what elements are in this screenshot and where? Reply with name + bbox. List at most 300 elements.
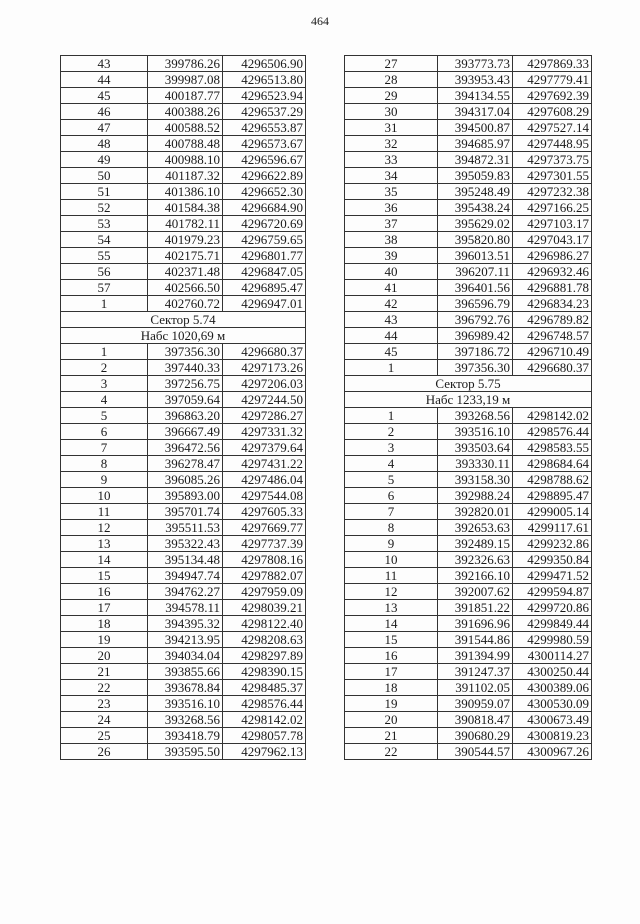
x-coordinate: 394317.04 bbox=[438, 104, 513, 120]
table-row bbox=[61, 280, 306, 296]
point-number: 7 bbox=[61, 440, 148, 456]
table-row bbox=[61, 200, 306, 216]
table-row bbox=[61, 536, 306, 552]
table-row bbox=[345, 312, 592, 328]
x-coordinate: 394134.55 bbox=[438, 88, 513, 104]
section-header: Набс 1233,19 м bbox=[345, 392, 592, 408]
x-coordinate: 392988.24 bbox=[438, 488, 513, 504]
x-coordinate: 397356.30 bbox=[148, 344, 223, 360]
y-coordinate: 4299720.86 bbox=[513, 600, 592, 616]
point-number: 22 bbox=[345, 744, 438, 760]
x-coordinate: 392489.15 bbox=[438, 536, 513, 552]
y-coordinate: 4297486.04 bbox=[223, 472, 306, 488]
y-coordinate: 4296947.01 bbox=[223, 296, 306, 312]
x-coordinate: 392166.10 bbox=[438, 568, 513, 584]
y-coordinate: 4298390.15 bbox=[223, 664, 306, 680]
point-number: 29 bbox=[345, 88, 438, 104]
section-header: Сектор 5.74 bbox=[61, 312, 306, 328]
table-row bbox=[61, 584, 306, 600]
table-row bbox=[345, 728, 592, 744]
table-row bbox=[345, 424, 592, 440]
x-coordinate: 397059.64 bbox=[148, 392, 223, 408]
point-number: 21 bbox=[61, 664, 148, 680]
point-number: 5 bbox=[61, 408, 148, 424]
x-coordinate: 391544.86 bbox=[438, 632, 513, 648]
table-row bbox=[345, 440, 592, 456]
y-coordinate: 4297605.33 bbox=[223, 504, 306, 520]
y-coordinate: 4296932.46 bbox=[513, 264, 592, 280]
x-coordinate: 402175.71 bbox=[148, 248, 223, 264]
point-number: 1 bbox=[345, 408, 438, 424]
point-number: 45 bbox=[345, 344, 438, 360]
y-coordinate: 4297692.39 bbox=[513, 88, 592, 104]
point-number: 18 bbox=[345, 680, 438, 696]
table-row bbox=[61, 360, 306, 376]
point-number: 50 bbox=[61, 168, 148, 184]
y-coordinate: 4296622.89 bbox=[223, 168, 306, 184]
table-row bbox=[61, 632, 306, 648]
table-row bbox=[345, 344, 592, 360]
table-row bbox=[61, 56, 306, 72]
x-coordinate: 392007.62 bbox=[438, 584, 513, 600]
section-header-row bbox=[345, 376, 592, 392]
x-coordinate: 395701.74 bbox=[148, 504, 223, 520]
x-coordinate: 401584.38 bbox=[148, 200, 223, 216]
y-coordinate: 4296834.23 bbox=[513, 296, 592, 312]
x-coordinate: 395134.48 bbox=[148, 552, 223, 568]
x-coordinate: 395059.83 bbox=[438, 168, 513, 184]
table-row bbox=[345, 504, 592, 520]
y-coordinate: 4296710.49 bbox=[513, 344, 592, 360]
y-coordinate: 4296789.82 bbox=[513, 312, 592, 328]
y-coordinate: 4297103.17 bbox=[513, 216, 592, 232]
table-row bbox=[345, 408, 592, 424]
point-number: 10 bbox=[345, 552, 438, 568]
x-coordinate: 391247.37 bbox=[438, 664, 513, 680]
table-row bbox=[345, 232, 592, 248]
y-coordinate: 4296652.30 bbox=[223, 184, 306, 200]
x-coordinate: 396596.79 bbox=[438, 296, 513, 312]
x-coordinate: 390544.57 bbox=[438, 744, 513, 760]
point-number: 55 bbox=[61, 248, 148, 264]
point-number: 10 bbox=[61, 488, 148, 504]
x-coordinate: 393595.50 bbox=[148, 744, 223, 760]
point-number: 15 bbox=[61, 568, 148, 584]
table-row bbox=[345, 520, 592, 536]
x-coordinate: 396085.26 bbox=[148, 472, 223, 488]
point-number: 1 bbox=[61, 344, 148, 360]
y-coordinate: 4297331.32 bbox=[223, 424, 306, 440]
y-coordinate: 4297669.77 bbox=[223, 520, 306, 536]
x-coordinate: 391696.96 bbox=[438, 616, 513, 632]
point-number: 16 bbox=[61, 584, 148, 600]
x-coordinate: 393268.56 bbox=[148, 712, 223, 728]
y-coordinate: 4297737.39 bbox=[223, 536, 306, 552]
table-row bbox=[345, 184, 592, 200]
y-coordinate: 4297959.09 bbox=[223, 584, 306, 600]
point-number: 17 bbox=[345, 664, 438, 680]
y-coordinate: 4299849.44 bbox=[513, 616, 592, 632]
x-coordinate: 395629.02 bbox=[438, 216, 513, 232]
y-coordinate: 4297206.03 bbox=[223, 376, 306, 392]
x-coordinate: 393855.66 bbox=[148, 664, 223, 680]
point-number: 49 bbox=[61, 152, 148, 168]
y-coordinate: 4296680.37 bbox=[513, 360, 592, 376]
table-row bbox=[345, 168, 592, 184]
table-row bbox=[61, 424, 306, 440]
point-number: 18 bbox=[61, 616, 148, 632]
table-row bbox=[61, 616, 306, 632]
x-coordinate: 393516.10 bbox=[148, 696, 223, 712]
point-number: 12 bbox=[345, 584, 438, 600]
x-coordinate: 394685.97 bbox=[438, 136, 513, 152]
point-number: 7 bbox=[345, 504, 438, 520]
point-number: 34 bbox=[345, 168, 438, 184]
y-coordinate: 4296680.37 bbox=[223, 344, 306, 360]
point-number: 23 bbox=[61, 696, 148, 712]
point-number: 26 bbox=[61, 744, 148, 760]
y-coordinate: 4297173.26 bbox=[223, 360, 306, 376]
x-coordinate: 393516.10 bbox=[438, 424, 513, 440]
y-coordinate: 4296759.65 bbox=[223, 232, 306, 248]
table-row bbox=[345, 136, 592, 152]
point-number: 11 bbox=[345, 568, 438, 584]
x-coordinate: 393953.43 bbox=[438, 72, 513, 88]
x-coordinate: 400788.48 bbox=[148, 136, 223, 152]
y-coordinate: 4298142.02 bbox=[513, 408, 592, 424]
x-coordinate: 395511.53 bbox=[148, 520, 223, 536]
table-row bbox=[61, 552, 306, 568]
x-coordinate: 393773.73 bbox=[438, 56, 513, 72]
point-number: 37 bbox=[345, 216, 438, 232]
point-number: 32 bbox=[345, 136, 438, 152]
point-number: 14 bbox=[61, 552, 148, 568]
x-coordinate: 397256.75 bbox=[148, 376, 223, 392]
y-coordinate: 4297431.22 bbox=[223, 456, 306, 472]
x-coordinate: 393268.56 bbox=[438, 408, 513, 424]
table-row bbox=[61, 520, 306, 536]
x-coordinate: 394947.74 bbox=[148, 568, 223, 584]
point-number: 15 bbox=[345, 632, 438, 648]
y-coordinate: 4296506.90 bbox=[223, 56, 306, 72]
y-coordinate: 4297301.55 bbox=[513, 168, 592, 184]
y-coordinate: 4298297.89 bbox=[223, 648, 306, 664]
point-number: 24 bbox=[61, 712, 148, 728]
x-coordinate: 395248.49 bbox=[438, 184, 513, 200]
y-coordinate: 4297244.50 bbox=[223, 392, 306, 408]
point-number: 53 bbox=[61, 216, 148, 232]
x-coordinate: 400388.26 bbox=[148, 104, 223, 120]
table-row bbox=[345, 280, 592, 296]
y-coordinate: 4298057.78 bbox=[223, 728, 306, 744]
y-coordinate: 4296720.69 bbox=[223, 216, 306, 232]
point-number: 6 bbox=[345, 488, 438, 504]
point-number: 16 bbox=[345, 648, 438, 664]
point-number: 3 bbox=[61, 376, 148, 392]
point-number: 4 bbox=[345, 456, 438, 472]
table-row bbox=[345, 712, 592, 728]
table-row bbox=[61, 264, 306, 280]
table-row bbox=[345, 616, 592, 632]
table-row bbox=[61, 648, 306, 664]
table-row bbox=[61, 72, 306, 88]
table-row bbox=[61, 744, 306, 760]
y-coordinate: 4299980.59 bbox=[513, 632, 592, 648]
table-row bbox=[61, 568, 306, 584]
x-coordinate: 390959.07 bbox=[438, 696, 513, 712]
point-number: 42 bbox=[345, 296, 438, 312]
section-header: Сектор 5.75 bbox=[345, 376, 592, 392]
point-number: 8 bbox=[61, 456, 148, 472]
point-number: 17 bbox=[61, 600, 148, 616]
x-coordinate: 397356.30 bbox=[438, 360, 513, 376]
y-coordinate: 4298576.44 bbox=[223, 696, 306, 712]
y-coordinate: 4297608.29 bbox=[513, 104, 592, 120]
point-number: 11 bbox=[61, 504, 148, 520]
table-row bbox=[345, 488, 592, 504]
table-row bbox=[345, 456, 592, 472]
y-coordinate: 4297882.07 bbox=[223, 568, 306, 584]
y-coordinate: 4298788.62 bbox=[513, 472, 592, 488]
point-number: 36 bbox=[345, 200, 438, 216]
x-coordinate: 396667.49 bbox=[148, 424, 223, 440]
x-coordinate: 401979.23 bbox=[148, 232, 223, 248]
table-row bbox=[61, 456, 306, 472]
x-coordinate: 394500.87 bbox=[438, 120, 513, 136]
point-number: 13 bbox=[345, 600, 438, 616]
table-row bbox=[345, 88, 592, 104]
y-coordinate: 4297527.14 bbox=[513, 120, 592, 136]
point-number: 44 bbox=[61, 72, 148, 88]
table-row bbox=[61, 504, 306, 520]
point-number: 51 bbox=[61, 184, 148, 200]
y-coordinate: 4299005.14 bbox=[513, 504, 592, 520]
y-coordinate: 4297869.33 bbox=[513, 56, 592, 72]
point-number: 30 bbox=[345, 104, 438, 120]
point-number: 2 bbox=[345, 424, 438, 440]
point-number: 19 bbox=[345, 696, 438, 712]
section-header-row bbox=[345, 392, 592, 408]
x-coordinate: 392653.63 bbox=[438, 520, 513, 536]
y-coordinate: 4300250.44 bbox=[513, 664, 592, 680]
table-row bbox=[61, 728, 306, 744]
point-number: 9 bbox=[345, 536, 438, 552]
left-coordinate-table bbox=[60, 55, 306, 760]
table-row bbox=[345, 584, 592, 600]
table-row bbox=[345, 120, 592, 136]
x-coordinate: 391102.05 bbox=[438, 680, 513, 696]
table-row bbox=[61, 408, 306, 424]
table-row bbox=[61, 120, 306, 136]
x-coordinate: 396472.56 bbox=[148, 440, 223, 456]
x-coordinate: 395322.43 bbox=[148, 536, 223, 552]
y-coordinate: 4296523.94 bbox=[223, 88, 306, 104]
x-coordinate: 394762.27 bbox=[148, 584, 223, 600]
table-row bbox=[61, 664, 306, 680]
point-number: 5 bbox=[345, 472, 438, 488]
point-number: 46 bbox=[61, 104, 148, 120]
x-coordinate: 396792.76 bbox=[438, 312, 513, 328]
table-row bbox=[61, 248, 306, 264]
table-row bbox=[61, 184, 306, 200]
y-coordinate: 4297544.08 bbox=[223, 488, 306, 504]
y-coordinate: 4300389.06 bbox=[513, 680, 592, 696]
table-row bbox=[61, 680, 306, 696]
table-row bbox=[61, 232, 306, 248]
point-number: 43 bbox=[345, 312, 438, 328]
table-row bbox=[345, 296, 592, 312]
table-row bbox=[345, 152, 592, 168]
table-row bbox=[61, 472, 306, 488]
y-coordinate: 4298142.02 bbox=[223, 712, 306, 728]
y-coordinate: 4300114.27 bbox=[513, 648, 592, 664]
table-row bbox=[61, 136, 306, 152]
table-row bbox=[345, 264, 592, 280]
x-coordinate: 393418.79 bbox=[148, 728, 223, 744]
x-coordinate: 390680.29 bbox=[438, 728, 513, 744]
x-coordinate: 397440.33 bbox=[148, 360, 223, 376]
x-coordinate: 402371.48 bbox=[148, 264, 223, 280]
table-row bbox=[345, 104, 592, 120]
table-row bbox=[61, 696, 306, 712]
x-coordinate: 394395.32 bbox=[148, 616, 223, 632]
point-number: 48 bbox=[61, 136, 148, 152]
table-row bbox=[61, 88, 306, 104]
y-coordinate: 4297286.27 bbox=[223, 408, 306, 424]
table-row bbox=[345, 600, 592, 616]
table-row bbox=[345, 680, 592, 696]
x-coordinate: 401187.32 bbox=[148, 168, 223, 184]
table-row bbox=[61, 488, 306, 504]
table-row bbox=[61, 216, 306, 232]
y-coordinate: 4300967.26 bbox=[513, 744, 592, 760]
x-coordinate: 395820.80 bbox=[438, 232, 513, 248]
point-number: 33 bbox=[345, 152, 438, 168]
x-coordinate: 390818.47 bbox=[438, 712, 513, 728]
y-coordinate: 4297448.95 bbox=[513, 136, 592, 152]
point-number: 40 bbox=[345, 264, 438, 280]
x-coordinate: 402566.50 bbox=[148, 280, 223, 296]
table-row bbox=[345, 664, 592, 680]
table-row bbox=[61, 152, 306, 168]
table-row bbox=[61, 600, 306, 616]
y-coordinate: 4297166.25 bbox=[513, 200, 592, 216]
table-row bbox=[61, 440, 306, 456]
y-coordinate: 4297043.17 bbox=[513, 232, 592, 248]
y-coordinate: 4299350.84 bbox=[513, 552, 592, 568]
x-coordinate: 394872.31 bbox=[438, 152, 513, 168]
y-coordinate: 4298576.44 bbox=[513, 424, 592, 440]
point-number: 20 bbox=[345, 712, 438, 728]
right-coordinate-table bbox=[344, 55, 592, 760]
point-number: 12 bbox=[61, 520, 148, 536]
point-number: 27 bbox=[345, 56, 438, 72]
table-row bbox=[345, 248, 592, 264]
y-coordinate: 4296881.78 bbox=[513, 280, 592, 296]
x-coordinate: 393503.64 bbox=[438, 440, 513, 456]
point-number: 28 bbox=[345, 72, 438, 88]
point-number: 4 bbox=[61, 392, 148, 408]
table-row bbox=[345, 632, 592, 648]
point-number: 22 bbox=[61, 680, 148, 696]
x-coordinate: 396863.20 bbox=[148, 408, 223, 424]
x-coordinate: 394213.95 bbox=[148, 632, 223, 648]
x-coordinate: 395438.24 bbox=[438, 200, 513, 216]
point-number: 43 bbox=[61, 56, 148, 72]
y-coordinate: 4298208.63 bbox=[223, 632, 306, 648]
point-number: 45 bbox=[61, 88, 148, 104]
y-coordinate: 4299117.61 bbox=[513, 520, 592, 536]
point-number: 13 bbox=[61, 536, 148, 552]
y-coordinate: 4296513.80 bbox=[223, 72, 306, 88]
x-coordinate: 400187.77 bbox=[148, 88, 223, 104]
table-row bbox=[61, 296, 306, 312]
section-header-row bbox=[61, 328, 306, 344]
y-coordinate: 4296801.77 bbox=[223, 248, 306, 264]
point-number: 1 bbox=[345, 360, 438, 376]
point-number: 9 bbox=[61, 472, 148, 488]
page-number: 464 bbox=[311, 14, 329, 28]
table-row bbox=[345, 216, 592, 232]
y-coordinate: 4296895.47 bbox=[223, 280, 306, 296]
point-number: 56 bbox=[61, 264, 148, 280]
x-coordinate: 392820.01 bbox=[438, 504, 513, 520]
point-number: 35 bbox=[345, 184, 438, 200]
y-coordinate: 4296986.27 bbox=[513, 248, 592, 264]
x-coordinate: 394034.04 bbox=[148, 648, 223, 664]
x-coordinate: 401386.10 bbox=[148, 184, 223, 200]
y-coordinate: 4296684.90 bbox=[223, 200, 306, 216]
point-number: 8 bbox=[345, 520, 438, 536]
section-header: Набс 1020,69 м bbox=[61, 328, 306, 344]
y-coordinate: 4299471.52 bbox=[513, 568, 592, 584]
point-number: 1 bbox=[61, 296, 148, 312]
point-number: 20 bbox=[61, 648, 148, 664]
table-row bbox=[61, 392, 306, 408]
point-number: 6 bbox=[61, 424, 148, 440]
point-number: 21 bbox=[345, 728, 438, 744]
y-coordinate: 4298485.37 bbox=[223, 680, 306, 696]
y-coordinate: 4297962.13 bbox=[223, 744, 306, 760]
table-row bbox=[345, 72, 592, 88]
y-coordinate: 4297373.75 bbox=[513, 152, 592, 168]
x-coordinate: 401782.11 bbox=[148, 216, 223, 232]
x-coordinate: 399987.08 bbox=[148, 72, 223, 88]
x-coordinate: 394578.11 bbox=[148, 600, 223, 616]
table-row bbox=[345, 536, 592, 552]
table-row bbox=[61, 344, 306, 360]
point-number: 47 bbox=[61, 120, 148, 136]
x-coordinate: 399786.26 bbox=[148, 56, 223, 72]
table-row bbox=[345, 648, 592, 664]
table-row bbox=[345, 56, 592, 72]
x-coordinate: 391851.22 bbox=[438, 600, 513, 616]
y-coordinate: 4296748.57 bbox=[513, 328, 592, 344]
point-number: 54 bbox=[61, 232, 148, 248]
x-coordinate: 396013.51 bbox=[438, 248, 513, 264]
y-coordinate: 4299594.87 bbox=[513, 584, 592, 600]
x-coordinate: 397186.72 bbox=[438, 344, 513, 360]
point-number: 14 bbox=[345, 616, 438, 632]
x-coordinate: 402760.72 bbox=[148, 296, 223, 312]
y-coordinate: 4296847.05 bbox=[223, 264, 306, 280]
point-number: 44 bbox=[345, 328, 438, 344]
point-number: 52 bbox=[61, 200, 148, 216]
x-coordinate: 391394.99 bbox=[438, 648, 513, 664]
y-coordinate: 4297808.16 bbox=[223, 552, 306, 568]
table-row bbox=[345, 744, 592, 760]
table-row bbox=[345, 200, 592, 216]
